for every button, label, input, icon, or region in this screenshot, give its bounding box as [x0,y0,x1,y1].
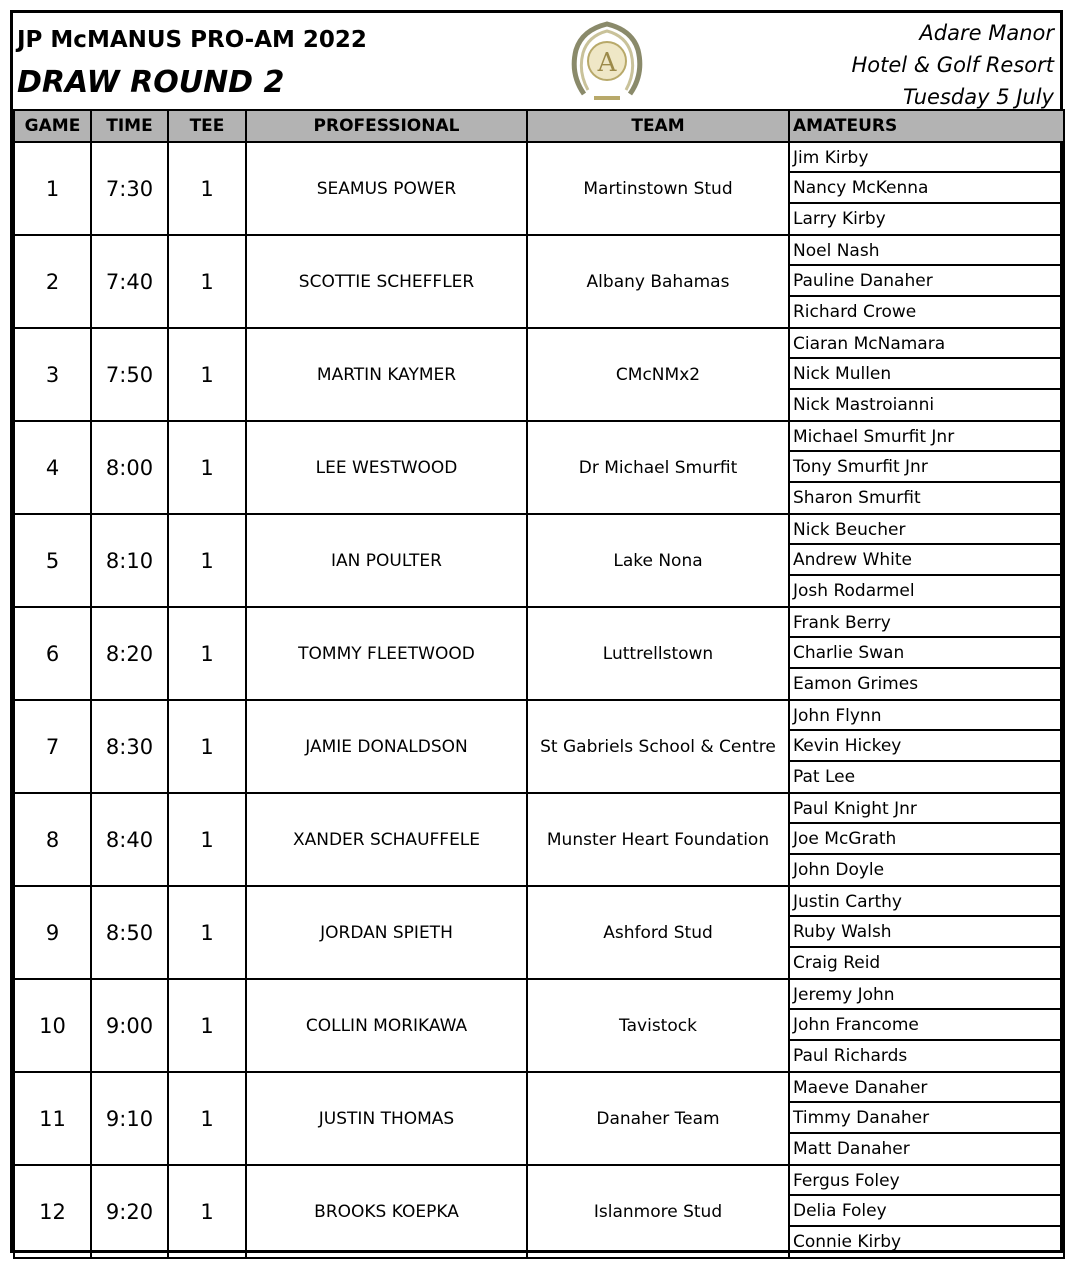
event-date: Tuesday 5 July [903,85,1054,109]
table-row [14,607,1064,700]
game-cell: 4 [14,421,91,514]
amateurs-cell [789,235,1064,328]
amateur-name: John Flynn [790,701,1063,731]
amateurs-list [790,980,1063,1071]
amateur-name: Ruby Walsh [790,917,1063,947]
professional-cell: COLLIN MORIKAWA [246,979,527,1072]
table-row [14,142,1064,235]
tee-cell: 1 [168,514,246,607]
professional-cell: IAN POULTER [246,514,527,607]
col-header-tee: TEE [168,110,246,142]
amateur-name: Noel Nash [790,236,1063,266]
amateur-name: Timmy Danaher [790,1103,1063,1133]
amateurs-list [790,887,1063,978]
game-cell: 12 [14,1165,91,1258]
col-header-team: TEAM [527,110,789,142]
venue-name: Adare Manor [919,21,1054,45]
amateur-name: Richard Crowe [793,301,917,322]
header-row [14,110,1064,142]
amateur-name: Nancy McKenna [790,173,1063,203]
amateurs-list [790,143,1063,234]
time-cell: 8:30 [91,700,168,793]
amateur-name: Nick Beucher [790,515,1063,545]
amateurs-cell [789,328,1064,421]
team-cell: Ashford Stud [527,886,789,979]
amateur-name: Ciaran McNamara [790,329,1063,359]
time-cell: 8:20 [91,607,168,700]
table-row [14,979,1064,1072]
amateurs-list [790,1166,1063,1257]
table-row [14,1165,1064,1258]
team-cell: Islanmore Stud [527,1165,789,1258]
venue-block [851,17,1054,113]
team-cell: Martinstown Stud [527,142,789,235]
amateur-name: Maeve Danaher [790,1073,1063,1103]
time-cell: 8:40 [91,793,168,886]
crest-letter: A [597,48,617,78]
time-cell: 9:20 [91,1165,168,1258]
tee-cell: 1 [168,607,246,700]
amateur-name: John Francome [790,1010,1063,1040]
game-cell: 2 [14,235,91,328]
amateurs-list [790,1073,1063,1164]
amateur-name: Pat Lee [793,766,856,787]
game-cell: 10 [14,979,91,1072]
tee-cell: 1 [168,793,246,886]
amateur-name: Fergus Foley [790,1166,1063,1196]
amateurs-list [790,515,1063,606]
tee-cell: 1 [168,421,246,514]
table-row [14,1072,1064,1165]
amateur-name: Tony Smurfit Jnr [790,452,1063,482]
time-cell: 9:00 [91,979,168,1072]
amateurs-cell [789,886,1064,979]
game-cell: 1 [14,142,91,235]
amateur-name: Paul Knight Jnr [790,794,1063,824]
col-header-time: TIME [91,110,168,142]
amateurs-cell [789,1165,1064,1258]
time-cell: 9:10 [91,1072,168,1165]
amateurs-cell [789,142,1064,235]
amateur-name: Joe McGrath [790,824,1063,854]
professional-cell: JUSTIN THOMAS [246,1072,527,1165]
tee-cell: 1 [168,1072,246,1165]
game-cell: 8 [14,793,91,886]
table-row [14,235,1064,328]
table-row [14,886,1064,979]
team-cell: Danaher Team [527,1072,789,1165]
table-row [14,793,1064,886]
amateur-name: Nick Mullen [790,359,1063,389]
time-cell: 7:30 [91,142,168,235]
amateurs-list [790,329,1063,420]
amateur-name: Kevin Hickey [790,731,1063,761]
round-title: DRAW ROUND 2 [17,65,285,100]
table-row [14,328,1064,421]
amateur-name: Delia Foley [790,1196,1063,1226]
game-cell: 5 [14,514,91,607]
time-cell: 7:50 [91,328,168,421]
amateur-name: Jeremy John [790,980,1063,1010]
team-cell: Munster Heart Foundation [527,793,789,886]
amateurs-list [790,701,1063,792]
amateur-name: Sharon Smurfit [793,487,921,508]
amateur-name: Jim Kirby [790,143,1063,173]
amateurs-cell [789,793,1064,886]
amateurs-cell [789,421,1064,514]
team-cell: Tavistock [527,979,789,1072]
amateur-name: Charlie Swan [790,638,1063,668]
col-header-professional: PROFESSIONAL [246,110,527,142]
tee-cell: 1 [168,235,246,328]
col-header-game: GAME [14,110,91,142]
team-cell: St Gabriels School & Centre [527,700,789,793]
amateurs-list [790,794,1063,885]
game-cell: 11 [14,1072,91,1165]
amateurs-cell [789,514,1064,607]
game-cell: 7 [14,700,91,793]
tee-cell: 1 [168,979,246,1072]
team-cell: Dr Michael Smurfit [527,421,789,514]
tee-cell: 1 [168,142,246,235]
game-cell: 9 [14,886,91,979]
professional-cell: SCOTTIE SCHEFFLER [246,235,527,328]
team-cell: Luttrellstown [527,607,789,700]
amateur-name: Eamon Grimes [793,673,919,694]
col-header-amateurs: AMATEURS [789,110,1064,142]
amateur-name: John Doyle [793,859,885,880]
professional-cell: JAMIE DONALDSON [246,700,527,793]
venue-resort: Hotel & Golf Resort [851,53,1054,77]
amateur-name: Larry Kirby [793,208,886,229]
amateur-name: Nick Mastroianni [793,394,935,415]
table-row [14,514,1064,607]
event-title: JP McMANUS PRO-AM 2022 [17,27,367,53]
table-row [14,700,1064,793]
tee-cell: 1 [168,328,246,421]
amateur-name: Josh Rodarmel [793,580,915,601]
time-cell: 8:10 [91,514,168,607]
time-cell: 8:50 [91,886,168,979]
amateurs-cell [789,700,1064,793]
amateur-name: Michael Smurfit Jnr [790,422,1063,452]
professional-cell: JORDAN SPIETH [246,886,527,979]
professional-cell: BROOKS KOEPKA [246,1165,527,1258]
time-cell: 7:40 [91,235,168,328]
time-cell: 8:00 [91,421,168,514]
table-row [14,421,1064,514]
game-cell: 6 [14,607,91,700]
team-cell: Lake Nona [527,514,789,607]
amateurs-cell [789,979,1064,1072]
amateur-name: Andrew White [790,545,1063,575]
amateur-name: Matt Danaher [793,1138,910,1159]
amateur-name: Paul Richards [793,1045,908,1066]
professional-cell: XANDER SCHAUFFELE [246,793,527,886]
team-cell: CMcNMx2 [527,328,789,421]
amateurs-cell [789,1072,1064,1165]
amateur-name: Craig Reid [793,952,881,973]
team-cell: Albany Bahamas [527,235,789,328]
professional-cell: LEE WESTWOOD [246,421,527,514]
draw-table [13,109,1065,1259]
professional-cell: MARTIN KAYMER [246,328,527,421]
tee-cell: 1 [168,700,246,793]
professional-cell: TOMMY FLEETWOOD [246,607,527,700]
amateurs-list [790,422,1063,513]
amateurs-cell [789,607,1064,700]
adare-manor-crest-logo [566,16,648,106]
professional-cell: SEAMUS POWER [246,142,527,235]
amateurs-list [790,236,1063,327]
amateur-name: Connie Kirby [793,1231,902,1252]
sheet-header [13,13,1060,109]
amateurs-list [790,608,1063,699]
draw-sheet [10,10,1063,1253]
game-cell: 3 [14,328,91,421]
tee-cell: 1 [168,886,246,979]
amateur-name: Pauline Danaher [790,266,1063,296]
amateur-name: Frank Berry [790,608,1063,638]
tee-cell: 1 [168,1165,246,1258]
amateur-name: Justin Carthy [790,887,1063,917]
draw-body [14,142,1064,1258]
